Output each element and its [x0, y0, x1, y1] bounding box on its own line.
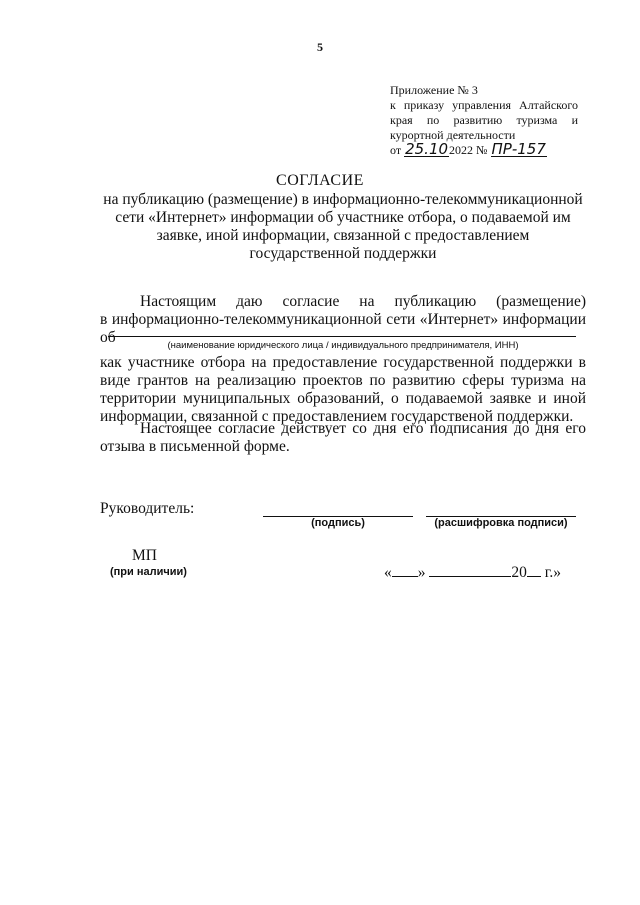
appendix-title: Приложение № 3	[390, 83, 478, 97]
order-year: 2022 №	[449, 143, 488, 157]
handwritten-order-number: ПР-157	[491, 140, 546, 158]
document-title: СОГЛАСИЕ	[276, 172, 364, 189]
consent-paragraph-details: как участнике отбора на предоставление государственной поддержки в виде грантов на реализацию проектов по развитию сферы туризма на территории муниципальных образований, о подаваемой заявке и иной информации, связанной с предоставлением государственой поддержки.	[100, 354, 586, 425]
date-prefix: от	[390, 143, 402, 157]
appendix-department-line: края по развитию туризма и	[390, 113, 578, 127]
date-open-quote: «	[384, 564, 392, 581]
date-close-quote: »	[417, 564, 426, 581]
entity-name-field[interactable]	[108, 336, 576, 337]
signature-caption: (подпись)	[311, 517, 365, 529]
signature-decode-caption: (расшифровка подписи)	[434, 517, 568, 529]
consent-paragraph-validity	[100, 420, 586, 456]
year-suffix: г.»	[544, 564, 561, 581]
validity-text: Настоящее согласие действует со дня его подписания до дня его отзыва в письменной форме.	[100, 420, 586, 455]
day-blank[interactable]	[392, 564, 418, 577]
appendix-date-line	[390, 140, 578, 158]
page-number: 5	[317, 40, 323, 54]
intro-line-1: Настоящим даю согласие на публикацию (размещение)	[140, 293, 586, 310]
appendix-activity-line: курортной деятельности	[390, 128, 516, 142]
signing-date-field	[384, 564, 574, 582]
stamp-label: МП	[132, 547, 157, 564]
month-blank[interactable]	[429, 564, 511, 577]
document-subtitle: на публикацию (размещение) в информационно-телекоммуникационной сети «Интернет» информации об участнике отбора, о подаваемой им заявке, иной информации, связанной с предоставлением государственной поддержки	[103, 191, 583, 262]
appendix-block	[390, 83, 578, 158]
stamp-note: (при наличии)	[110, 566, 187, 578]
entity-name-hint: (наименование юридического лица / индивидуального предпринимателя, ИНН)	[167, 340, 519, 351]
year-blank[interactable]	[527, 564, 541, 577]
appendix-order-line: к приказу управления Алтайского	[390, 98, 578, 112]
intro-line-2: в информационно-телекоммуникационной сети «Интернет» информации об	[100, 311, 586, 346]
handwritten-date: 25.10	[405, 140, 449, 158]
consent-paragraph-intro	[100, 293, 586, 347]
year-prefix: 20	[511, 564, 527, 581]
head-label: Руководитель:	[100, 500, 195, 517]
